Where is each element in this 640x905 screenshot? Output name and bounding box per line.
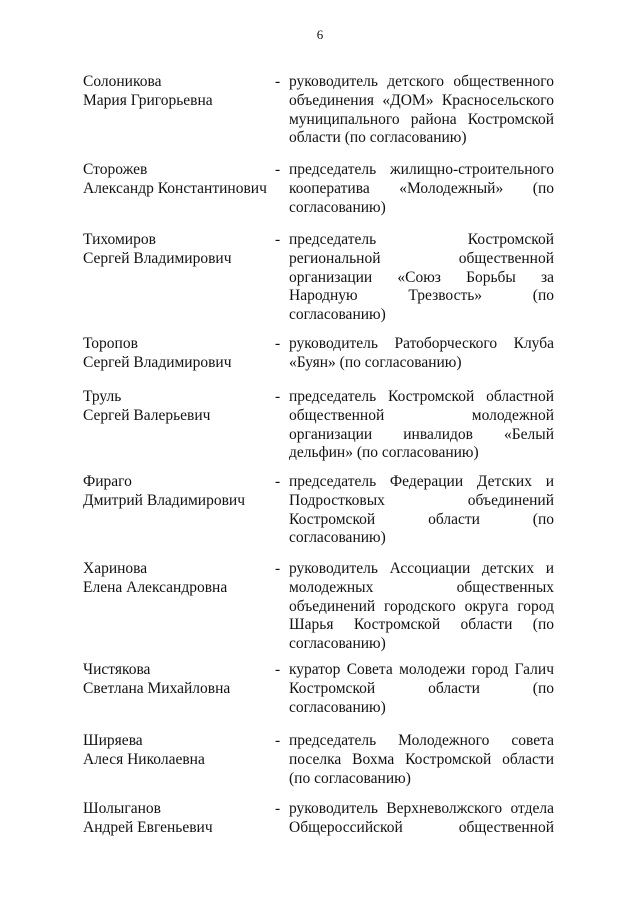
member-surname: Тихомиров xyxy=(83,231,156,248)
member-role: председатель Молодежного совета поселка Вохма Костромской области (по согласованию) xyxy=(289,732,554,787)
member-role: руководитель Ассоциации детских и молодежных общественных объединений городского округа город Шарья Костромской области (по согласованию) xyxy=(289,560,554,653)
member-name xyxy=(83,661,268,699)
separator-dash: - xyxy=(275,732,281,749)
member-surname: Чистякова xyxy=(83,661,151,678)
separator-dash: - xyxy=(275,661,281,678)
member-name xyxy=(83,800,268,838)
member-surname: Фираго xyxy=(83,473,132,490)
member-role: председатель Костромской региональной общественной организации «Союз Борьбы за Народную Трезвость» (по согласованию) xyxy=(289,231,554,324)
separator-dash: - xyxy=(275,231,281,248)
member-surname: Солоникова xyxy=(83,73,162,90)
page-number: 6 xyxy=(316,27,324,42)
member-given-name: Светлана Михайловна xyxy=(83,679,231,697)
member-given-name: Сергей Владимирович xyxy=(83,353,232,371)
member-role: куратор Совета молодежи город Галич Костромской области (по согласованию) xyxy=(289,661,554,716)
member-given-name: Сергей Владимирович xyxy=(83,249,232,267)
member-name xyxy=(83,231,268,269)
separator-dash: - xyxy=(275,73,281,90)
member-role: руководитель Верхневолжского отдела Общероссийской общественной xyxy=(289,800,554,836)
separator-dash: - xyxy=(275,388,281,405)
member-name xyxy=(83,335,268,373)
member-role: руководитель Ратоборческого Клуба «Буян» (по согласованию) xyxy=(289,335,554,371)
separator-dash: - xyxy=(275,800,281,817)
member-surname: Торопов xyxy=(83,335,138,352)
member-given-name: Дмитрий Владимирович xyxy=(83,491,246,509)
member-surname: Шолыганов xyxy=(83,800,161,817)
member-given-name: Андрей Евгеньевич xyxy=(83,818,213,836)
member-name xyxy=(83,388,268,426)
member-given-name: Сергей Валерьевич xyxy=(83,406,211,424)
member-surname: Труль xyxy=(83,388,122,405)
member-role: председатель Федерации Детских и Подростковых объединений Костромской области (по согласованию) xyxy=(289,473,554,547)
member-surname: Ширяева xyxy=(83,732,143,749)
separator-dash: - xyxy=(275,560,281,577)
member-role: руководитель детского общественного объединения «ДОМ» Красносельского муниципального района Костромской области (по согласованию) xyxy=(289,73,554,147)
member-given-name: Александр Константинович xyxy=(83,179,267,197)
member-surname: Сторожев xyxy=(83,161,148,178)
separator-dash: - xyxy=(275,473,281,490)
member-name xyxy=(83,161,268,199)
member-role: председатель Костромской областной общественной молодежной организации инвалидов «Белый дельфин» (по согласованию) xyxy=(289,388,554,462)
member-name xyxy=(83,473,268,511)
member-given-name: Елена Александровна xyxy=(83,578,228,596)
member-given-name: Мария Григорьевна xyxy=(83,91,213,109)
separator-dash: - xyxy=(275,335,281,352)
member-name xyxy=(83,560,268,598)
member-role: председатель жилищно-строительного кооператива «Молодежный» (по согласованию) xyxy=(289,161,554,216)
separator-dash: - xyxy=(275,161,281,178)
member-name xyxy=(83,732,268,770)
member-surname: Харинова xyxy=(83,560,148,577)
member-name xyxy=(83,73,268,111)
member-given-name: Алеся Николаевна xyxy=(83,750,205,768)
